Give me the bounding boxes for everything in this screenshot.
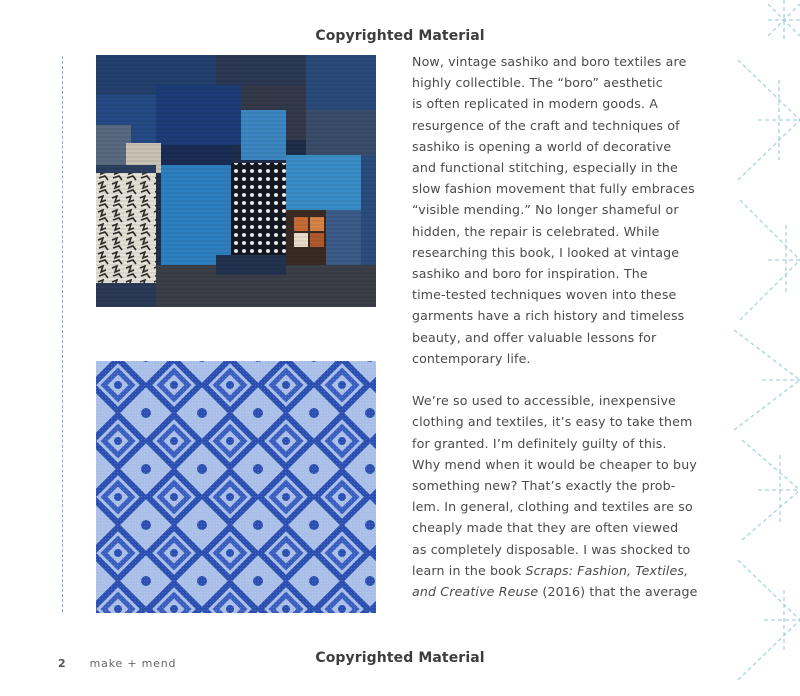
sashiko-border-pattern — [728, 0, 800, 691]
copyright-watermark-bottom: Copyrighted Material — [315, 650, 485, 666]
page-number: 2 — [58, 657, 66, 670]
book-title: Scraps: Fashion, Textiles, and Creative Reuse — [412, 562, 689, 600]
paragraph-2-text-b: (2016) that the average — [538, 584, 698, 600]
paragraph-2 — [412, 390, 702, 602]
paragraph-1: Now, vintage sashiko and boro textiles are highly collectible. The “boro” aesthetic is often replicated in modern goods. A resurgence of the craft and techniques of sashiko is opening a world of decorative and functional stitching, especially in the slow fashion movement that fully embraces “visible mending.” No longer shameful or hidden, the repair is celebrated. While researching this book, I looked at vintage sashiko and boro for inspiration. The time-tested techniques woven into these garments have a rich history and timeless beauty, and offer valuable lessons for contemporary life. — [412, 54, 695, 366]
body-text — [412, 51, 702, 602]
running-title: make + mend — [89, 657, 177, 670]
sashiko-stitched-pattern-photo — [96, 361, 376, 613]
paragraph-2-text-a: We’re so used to accessible, inexpensive clothing and textiles, it’s easy to take them for granted. I’m definitely guilty of this. Why mend when it would be cheaper to buy something new? That’s exactly the prob- lem. In general, clothing and textiles are so cheaply made that they are often viewed as completely disposable. I was shocked to learn in the book — [412, 393, 697, 578]
boro-patchwork-photo — [96, 55, 376, 307]
copyright-watermark-top: Copyrighted Material — [315, 28, 485, 44]
dotted-margin-rule — [62, 56, 63, 612]
